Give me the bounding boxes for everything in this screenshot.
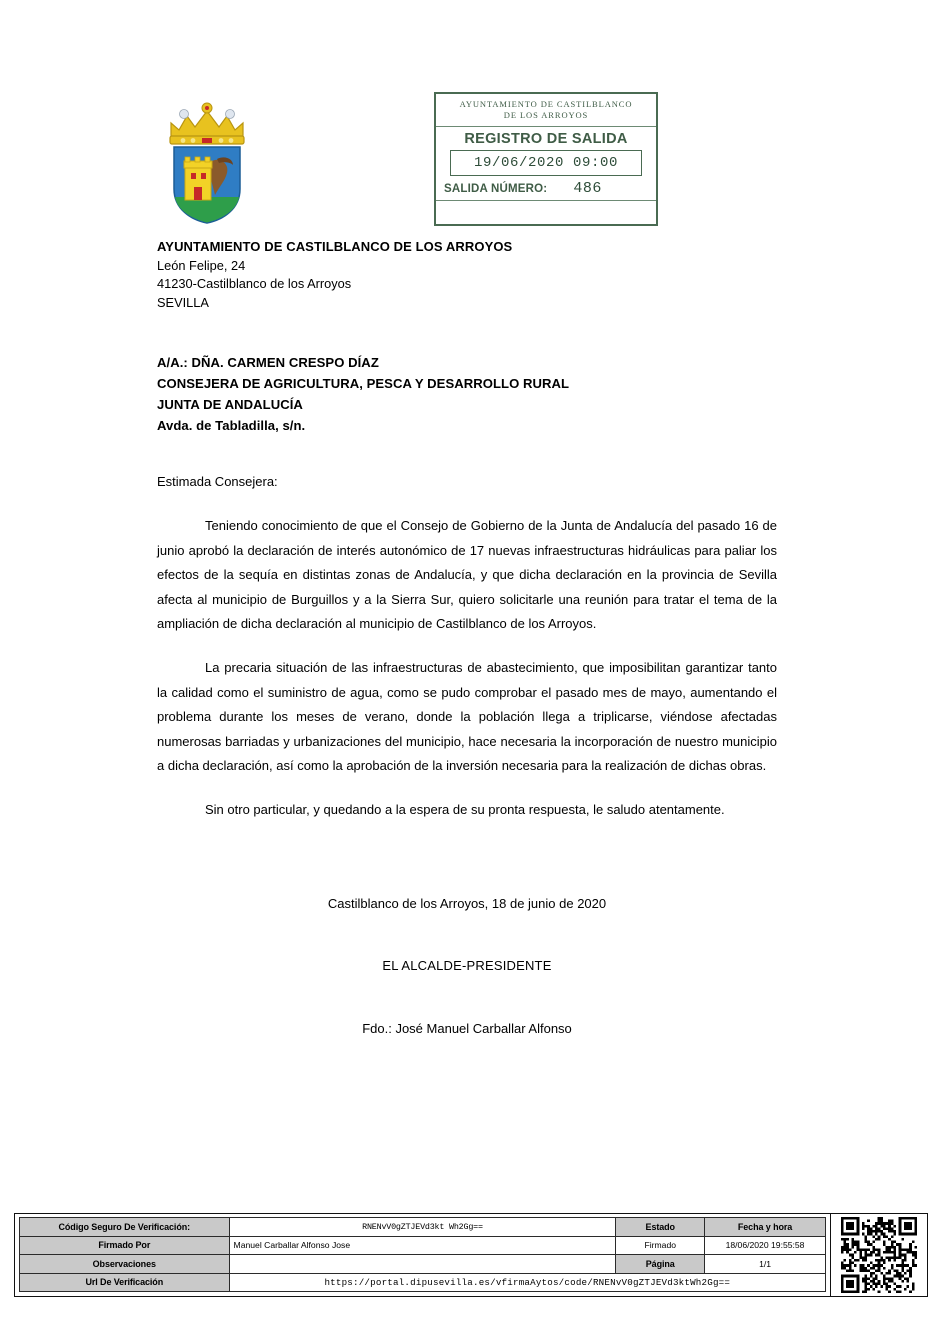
stamp-organization <box>436 94 656 127</box>
table-row <box>20 1273 826 1292</box>
letterhead <box>0 0 942 232</box>
stamp-title: REGISTRO DE SALIDA <box>464 130 628 147</box>
csv-label: Código Seguro De Verificación: <box>20 1218 230 1237</box>
stamp-number-label: SALIDA NÚMERO: <box>444 182 548 195</box>
sender-address-block <box>157 238 757 312</box>
letter-place-date: Castilblanco de los Arroyos, 18 de junio de 2020 <box>327 896 607 911</box>
stamp-bottom-spacer <box>436 201 656 211</box>
addressee-street: Avda. de Tabladilla, s/n. <box>157 418 306 433</box>
sender-province: SEVILLA <box>157 294 209 310</box>
signed-by-label: Firmado Por <box>20 1236 230 1255</box>
signer-name: Fdo.: José Manuel Carballar Alfonso <box>362 1021 572 1036</box>
signed-by-value: Manuel Carballar Alfonso Jose <box>229 1236 616 1255</box>
stamp-org-line2: DE LOS ARROYOS <box>503 110 589 121</box>
observations-value <box>229 1255 616 1274</box>
qr-code-cell <box>830 1214 927 1296</box>
letter-paragraph-2: La precaria situación de las infraestructuras de abastecimiento, que imposibilitan garantizar tanto la calidad como el suministro de agua, como se pudo comprobar el pasado mes de mayo, aumentando el problema durante los meses de verano, donde la población llega a triplicarse, viéndose afectadas numerosas barriadas y urbanizaciones del municipio, hace necesaria la incorporación de nuestro municipio a dicha declaración, así como la aprobación de la inversión necesaria para la realización de dichas obras. <box>157 660 777 774</box>
signer-title: EL ALCALDE-PRESIDENTE <box>382 958 552 973</box>
stamp-org-line1: AYUNTAMIENTO DE CASTILBLANCO <box>459 99 633 109</box>
observations-label: Observaciones <box>20 1255 230 1274</box>
letter-paragraph-1: Teniendo conocimiento de que el Consejo de Gobierno de la Junta de Andalucía del pasado 16 de junio aprobó la declaración de interés autonómico de 17 nuevas infraestructuras hidráulicas para paliar los efectos de la sequía en distintas zonas de Andalucía, y que dicha declaración en la provincia de Sevilla afecta al municipio de Burguillos y a la Sierra Sur, quiero solicitarle una reunión para tratar el tema de la ampliación de dicha declaración al municipio de Castilblanco de los Arroyos. <box>157 518 777 632</box>
csv-value: RNENvV0gZTJEVd3kt Wh2Gg== <box>229 1218 616 1237</box>
pagina-value: 1/1 <box>705 1255 826 1274</box>
fecha-label: Fecha y hora <box>705 1218 826 1237</box>
url-value[interactable]: https://portal.dipusevilla.es/vfirmaAytos/code/RNENvV0gZTJEVd3ktWh2Gg== <box>229 1273 825 1292</box>
verification-table-wrap <box>15 1214 830 1296</box>
addressee-block <box>157 352 777 436</box>
addressee-position: CONSEJERA DE AGRICULTURA, PESCA Y DESARROLLO RURAL <box>157 376 570 391</box>
sender-postal-town: 41230-Castilblanco de los Arroyos <box>157 276 352 292</box>
estado-value: Firmado <box>616 1236 705 1255</box>
coat-of-arms-icon <box>157 97 257 225</box>
url-label: Url De Verificación <box>20 1273 230 1292</box>
verification-footer <box>14 1213 928 1297</box>
pagina-label: Página <box>616 1255 705 1274</box>
stamp-number-row <box>436 176 656 201</box>
addressee-institution: JUNTA DE ANDALUCÍA <box>157 397 303 412</box>
table-row <box>20 1236 826 1255</box>
sender-street: León Felipe, 24 <box>157 257 246 273</box>
registro-salida-stamp <box>434 92 658 226</box>
fecha-value: 18/06/2020 19:55:58 <box>705 1236 826 1255</box>
stamp-datetime: 19/06/2020 09:00 <box>450 150 642 176</box>
stamp-number-value: 486 <box>573 179 602 197</box>
estado-label: Estado <box>616 1218 705 1237</box>
addressee-name: A/A.: DÑA. CARMEN CRESPO DÍAZ <box>157 355 379 370</box>
sender-organization: AYUNTAMIENTO DE CASTILBLANCO DE LOS ARROYOS <box>157 239 513 254</box>
verification-table <box>19 1217 826 1292</box>
letter-salutation: Estimada Consejera: <box>157 474 278 489</box>
letter-body <box>157 470 777 823</box>
letter-paragraph-3: Sin otro particular, y quedando a la espera de su pronta respuesta, le saludo atentamente. <box>205 802 725 818</box>
table-row <box>20 1218 826 1237</box>
table-row <box>20 1255 826 1274</box>
qr-code-icon <box>841 1217 917 1293</box>
